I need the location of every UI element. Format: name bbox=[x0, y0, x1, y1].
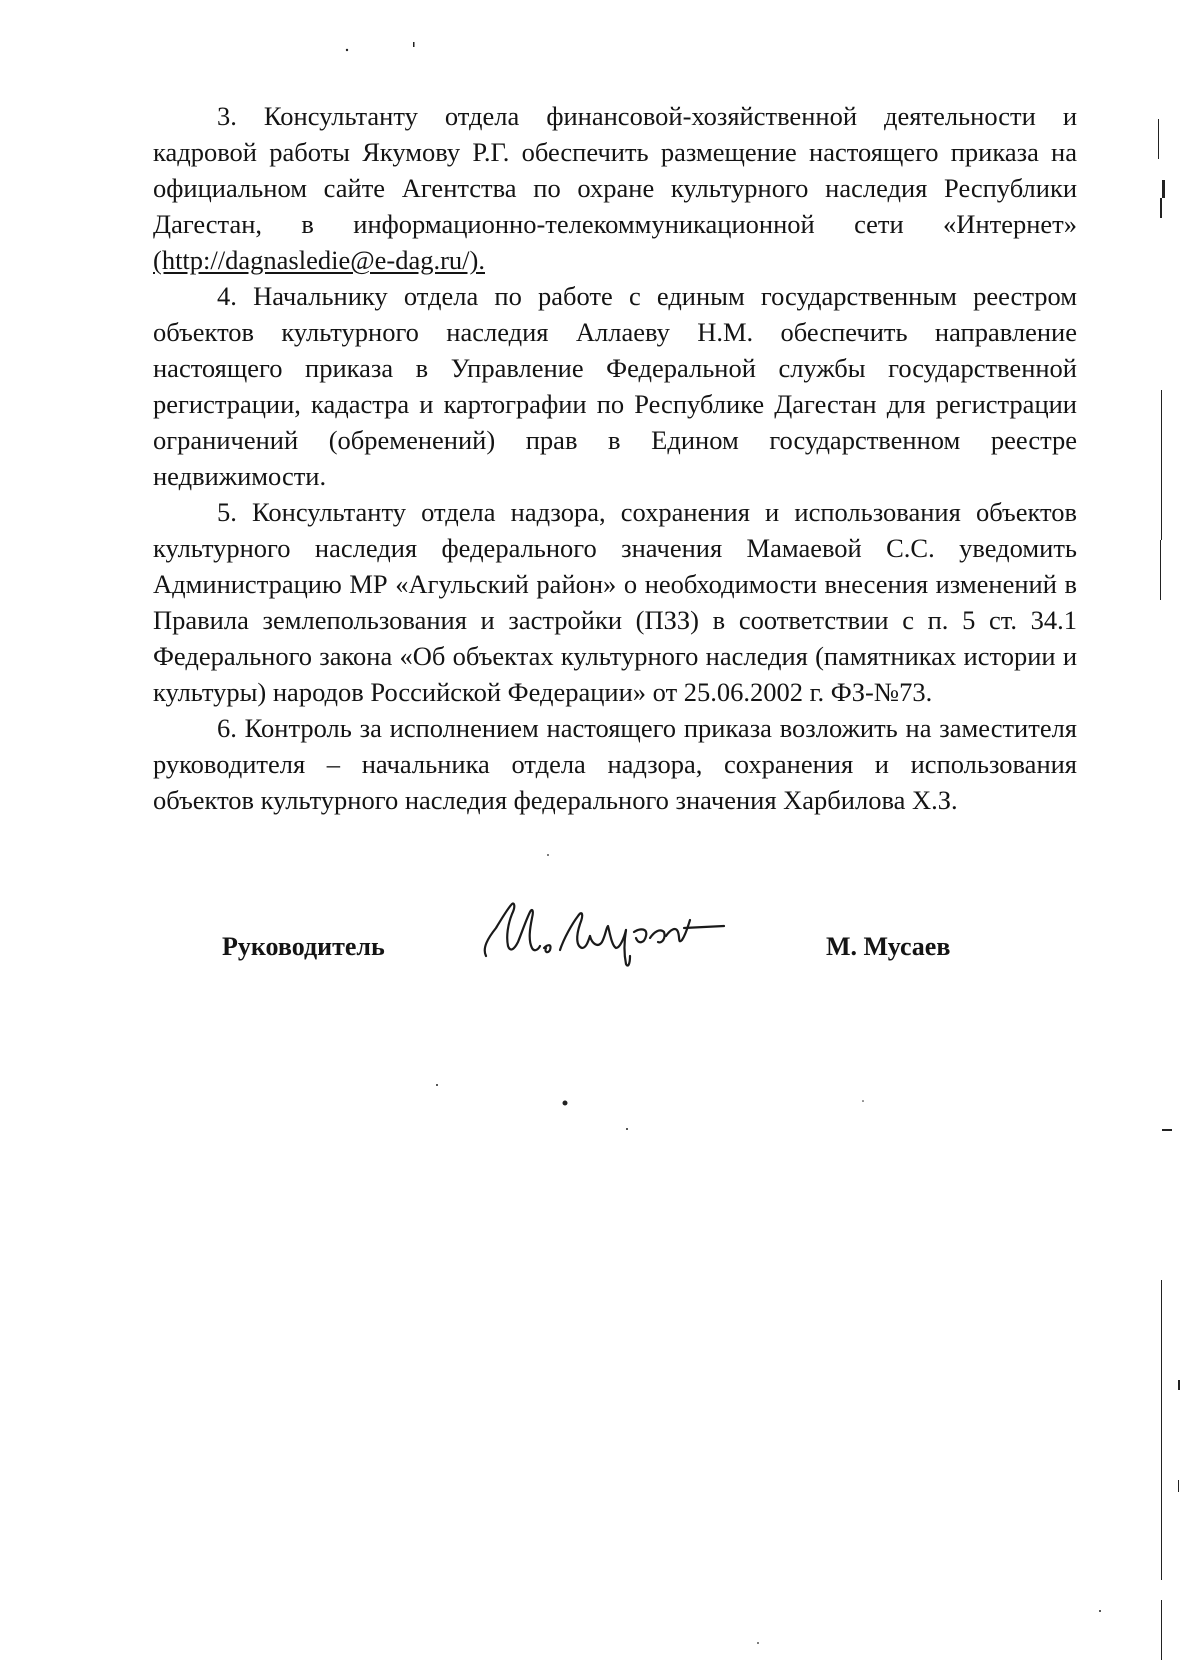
signer-name: М. Мусаев bbox=[826, 932, 951, 961]
paragraph-5: 5. Консультанту отдела надзора, сохранения и использования объектов культурного наследия федерального значения Мамаевой С.С. уведомить Администрацию МР «Агульский район» о необходимости внесения изменений в Правила землепользования и застройки (ПЗЗ) в соответствии с п. 5 ст. 34.1 Федерального закона «Об объектах культурного наследия (памятниках истории и культуры) народов Российской Федерации» от 25.06.2002 г. ФЗ-№73. bbox=[153, 497, 1077, 707]
document-body bbox=[153, 98, 1077, 818]
signer-position: Руководитель bbox=[222, 932, 385, 961]
paragraph-3 bbox=[153, 98, 1077, 278]
paragraph-3-text: 3. Консультанту отдела финансовой-хозяйственной деятельности и кадровой работы Якумову Р.Г. обеспечить размещение настоящего приказа на официальном сайте Агентства по охране культурного наследия Республики Дагестан, в информационно-телекоммуникационной сети «Интернет» bbox=[153, 101, 1077, 239]
website-link[interactable]: (http://dagnasledie@e-dag.ru/). bbox=[153, 245, 485, 275]
paragraph-6: 6. Контроль за исполнением настоящего приказа возложить на заместителя руководителя – начальника отдела надзора, сохранения и использования объектов культурного наследия федерального значения Харбилова Х.З. bbox=[153, 713, 1077, 815]
paragraph-4: 4. Начальнику отдела по работе с единым государственным реестром объектов культурного наследия Аллаеву Н.М. обеспечить направление настоящего приказа в Управление Федеральной службы государственной регистрации, кадастра и картографии по Республике Дагестан для регистрации ограничений (обременений) прав в Едином государственном реестре недвижимости. bbox=[153, 281, 1077, 491]
